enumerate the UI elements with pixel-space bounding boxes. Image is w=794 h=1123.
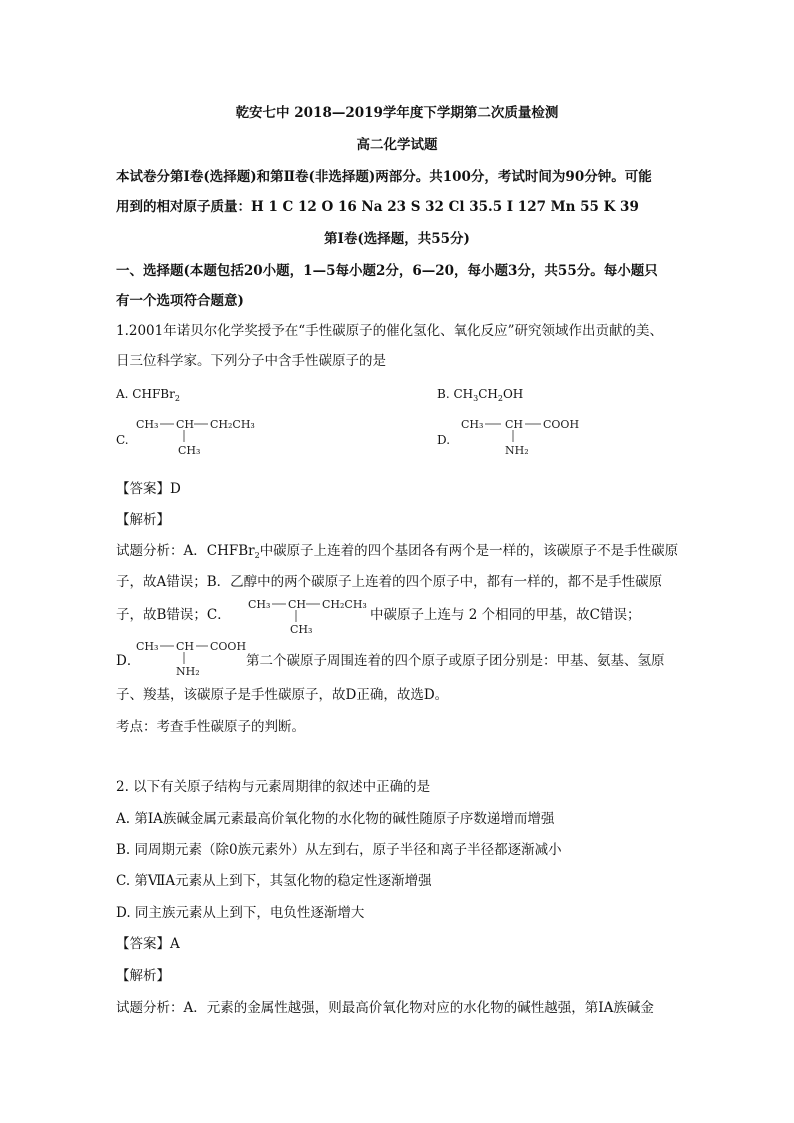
struct-c-ch3-down: CH₃ xyxy=(178,444,201,457)
q1-analysis-line-5: 子、羧基，该碳原子是手性碳原子，故D正确，故选D。 xyxy=(116,687,449,703)
q1-option-d-structure xyxy=(461,414,591,458)
q1-analysis-structure-d xyxy=(136,638,252,678)
q2-analysis-head: 【解析】 xyxy=(116,968,170,984)
analysis-struct-d-ch: CH xyxy=(176,640,195,653)
q1-option-a-text: A. CHFBr xyxy=(116,387,175,401)
q1-option-a-sub: 2 xyxy=(174,394,180,403)
q2-answer: 【答案】A xyxy=(116,936,180,952)
section-desc-line-2: 有一个选项符合题意) xyxy=(116,293,244,309)
exam-title: 乾安七中 2018—2019学年度下学期第二次质量检测 xyxy=(235,105,559,121)
q1-option-a xyxy=(116,386,180,407)
q1-option-b-mid: CH xyxy=(478,387,498,401)
q1-stem-line-2: 日三位科学家。下列分子中含手性碳原子的是 xyxy=(116,353,386,369)
analysis-struct-d-ch3: CH₃ xyxy=(136,640,159,653)
struct-c-ch: CH xyxy=(176,418,195,431)
section-desc-line-1: 一、选择题(本题包括20小题，1—5每小题2分，6—20，每小题3分，共55分。每小题只 xyxy=(116,263,658,279)
analysis-struct-c-ch3-down: CH₃ xyxy=(290,623,313,636)
q2-option-a: A. 第IA族碱金属元素最高价氧化物的水化物的碱性随原子序数递增而增强 xyxy=(116,811,555,827)
intro-line-1: 本试卷分第Ⅰ卷(选择题)和第Ⅱ卷(非选择题)两部分。共100分，考试时间为90分钟。可能 xyxy=(116,169,652,185)
struct-d-ch3: CH₃ xyxy=(461,418,484,431)
struct-c-ch3: CH₃ xyxy=(136,418,159,431)
q1-option-b-sub1: 3 xyxy=(473,394,479,403)
q1-analysis-structure-c xyxy=(248,596,372,636)
q2-option-c: C. 第ⅦA元素从上到下，其氢化物的稳定性逐渐增强 xyxy=(116,873,432,889)
q1-option-b-end: OH xyxy=(502,387,524,401)
q1-analysis-line-3a: 子，故B错误；C． xyxy=(116,607,231,623)
q1-analysis-line-1b: 中碳原子上连着的四个基团各有两个是一样的，该碳原子不是手性碳原 xyxy=(259,543,679,559)
q1-option-b-sub2: 2 xyxy=(497,394,503,403)
q1-option-d-label: D. xyxy=(437,433,451,447)
q1-option-c-structure xyxy=(136,414,266,458)
analysis-struct-c-ch2ch3: CH₂CH₃ xyxy=(322,598,367,611)
struct-c-ch2ch3: CH₂CH₃ xyxy=(210,418,255,431)
intro-line-2: 用到的相对原子质量：H 1 C 12 O 16 Na 23 S 32 Cl 35.5 I 127 Mn 55 K 39 xyxy=(116,199,639,215)
q1-analysis-line-4b: 第二个碳原子周围连着的四个原子或原子团分别是：甲基、氨基、氢原 xyxy=(246,653,665,669)
q1-analysis-line-1 xyxy=(116,542,678,565)
q1-analysis-line-1a: 试题分析：A．CHFBr xyxy=(116,543,255,559)
struct-d-cooh: COOH xyxy=(543,418,580,431)
q1-option-c-label: C. xyxy=(116,433,129,447)
q1-analysis-line-4a: D． xyxy=(116,653,141,669)
q1-analysis-head: 【解析】 xyxy=(116,512,170,528)
q1-answer: 【答案】D xyxy=(116,481,181,497)
analysis-struct-d-cooh: COOH xyxy=(210,640,247,653)
analysis-struct-c-ch3: CH₃ xyxy=(248,598,271,611)
analysis-struct-d-nh2: NH₂ xyxy=(176,665,200,678)
struct-d-ch: CH xyxy=(505,418,524,431)
q1-option-b-text: B. CH xyxy=(437,387,474,401)
q1-analysis-line-3b: 中碳原子上连与 2 个相同的甲基，故C错误； xyxy=(370,607,641,623)
q1-option-b xyxy=(437,386,523,407)
struct-d-nh2: NH₂ xyxy=(505,444,529,457)
exam-subtitle: 高二化学试题 xyxy=(356,137,438,153)
q2-option-b: B. 同周期元素（除0族元素外）从左到右，原子半径和离子半径都逐渐减小 xyxy=(116,842,562,858)
q1-analysis-line-1-sub: 2 xyxy=(254,551,260,560)
q2-analysis-line-1: 试题分析：A．元素的金属性越强，则最高价氧化物对应的水化物的碱性越强，第IA族碱金 xyxy=(116,1000,654,1016)
section-title: 第Ⅰ卷(选择题，共55分) xyxy=(324,231,470,247)
q1-kaodian: 考点：考查手性碳原子的判断。 xyxy=(116,719,305,735)
q1-stem-line-1: 1.2001年诺贝尔化学奖授予在“手性碳原子的催化氢化、氧化反应”研究领域作出贡献的美、 xyxy=(116,323,664,339)
q1-analysis-line-2: 子，故A错误；B．乙醇中的两个碳原子上连着的四个原子中，都有一样的，都不是手性碳原 xyxy=(116,574,663,590)
analysis-struct-c-ch: CH xyxy=(288,598,307,611)
q2-stem: 2. 以下有关原子结构与元素周期律的叙述中正确的是 xyxy=(116,779,431,795)
q2-option-d: D. 同主族元素从上到下，电负性逐渐增大 xyxy=(116,905,365,921)
